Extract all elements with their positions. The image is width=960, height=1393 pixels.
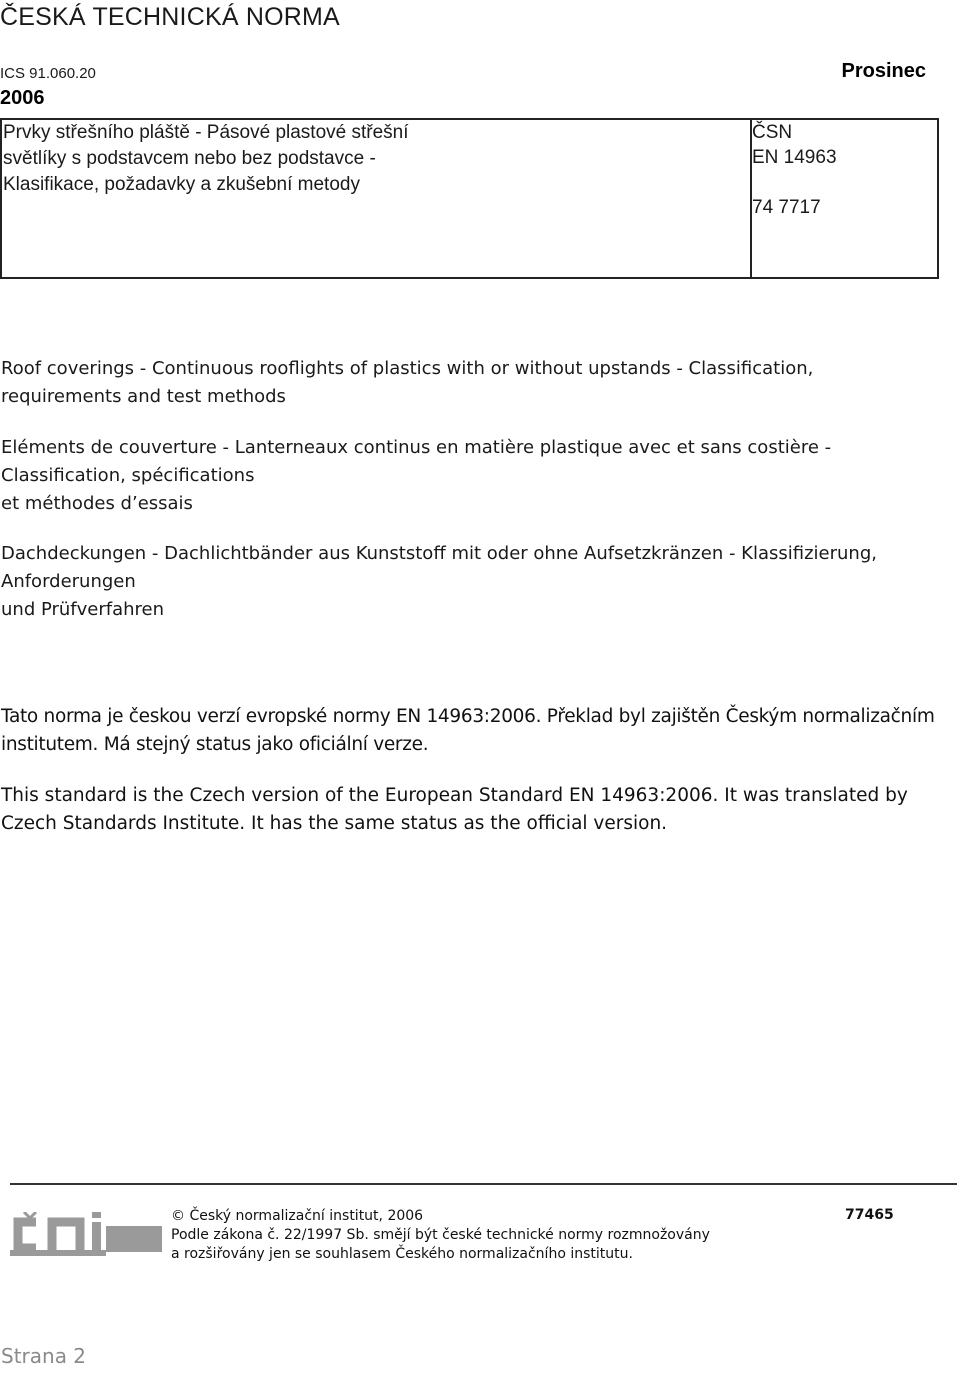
document-type-heading: ČESKÁ TECHNICKÁ NORMA [0,3,340,31]
czech-version-note: Tato norma je českou verzí evropské normy EN 14963:2006. Překlad byl zajištěn Českým normalizačním institutem. Má stejný status jako oficiální verze. [1,706,935,755]
ics-code: ICS 91.060.20 [0,65,96,82]
class-number: 74 7717 [752,197,821,218]
german-title: Dachdeckungen - Dachlichtbänder aus Kunststoff mit oder ohne Aufsetzkränzen - Klassifizierung, Anforderungen und Prüfverfahren [1,543,877,620]
publication-year: 2006 [0,87,45,109]
english-title: Roof coverings - Continuous rooflights of plastics with or without upstands - Classification, requirements and test methods [1,358,814,407]
footer-legal [171,1207,710,1264]
english-version-note: This standard is the Czech version of the European Standard EN 14963:2006. It was translated by Czech Standards Institute. It has the same status as the official version. [1,785,908,834]
french-title: Eléments de couverture - Lanterneaux continus en matière plastique avec et sans costière - Classification, spécifications et méthodes d’essais [1,437,832,514]
publication-month: Prosinec [841,60,926,82]
cni-logo [10,1212,162,1256]
spacer [752,170,837,195]
en-number: EN 14963 [752,147,837,168]
law-line-2: a rozšiřovány jen se souhlasem Českého normalizačního institutu. [171,1246,633,1262]
law-line-1: Podle zákona č. 22/1997 Sb. smějí být české technické normy rozmnožovány [171,1227,710,1243]
copyright-line: © Český normalizační institut, 2006 [171,1208,424,1224]
czech-title: Prvky střešního pláště - Pásové plastové střešní světlíky s podstavcem nebo bez podstavce - Klasifikace, požadavky a zkušební metody [3,122,409,195]
csn-label: ČSN [752,122,793,143]
footer-divider [10,1183,957,1185]
catalog-number: 77465 [845,1207,894,1223]
standard-designation [752,120,837,220]
page-number: Strana 2 [1,1344,87,1368]
